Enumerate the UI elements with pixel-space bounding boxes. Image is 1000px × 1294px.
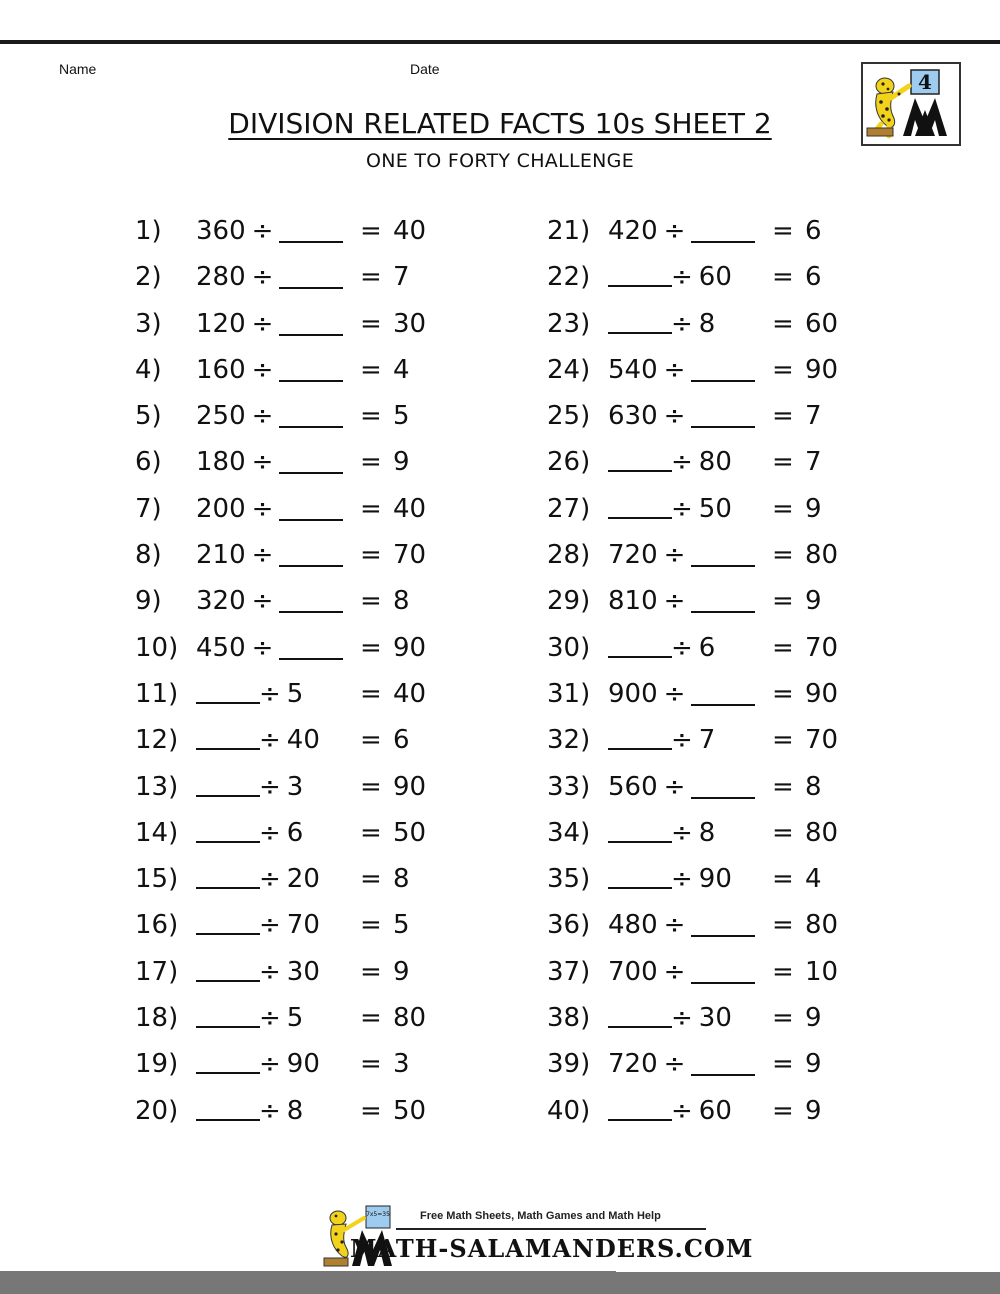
divide-operator: ÷	[663, 586, 686, 617]
equals-sign: =	[360, 817, 382, 848]
equals-sign: =	[360, 632, 382, 663]
divide-operator: ÷	[251, 632, 274, 663]
divisor-expression	[259, 904, 320, 946]
divisor-value: 5	[286, 678, 304, 709]
equals-sign: =	[772, 632, 794, 663]
divide-operator: ÷	[251, 540, 274, 571]
dividend-value: 700	[608, 956, 658, 987]
dividend-expression	[196, 580, 343, 622]
answer-blank-divisor[interactable]	[279, 491, 343, 521]
quotient-value: 90	[393, 771, 427, 802]
divide-operator: ÷	[251, 308, 274, 339]
problem-number: 27)	[547, 493, 591, 524]
answer-blank-divisor[interactable]	[279, 259, 343, 289]
dividend-value: 630	[608, 401, 658, 432]
divide-operator: ÷	[663, 540, 686, 571]
dividend-value: 280	[196, 262, 246, 293]
dividend-value: 720	[608, 1049, 658, 1080]
problem-number: 20)	[135, 1095, 179, 1126]
quotient-value: 9	[805, 1003, 822, 1034]
equals-sign: =	[360, 401, 382, 432]
quotient-value: 80	[805, 817, 839, 848]
divisor-expression	[259, 858, 320, 900]
quotient-value: 9	[805, 586, 822, 617]
problem-number: 16)	[135, 910, 179, 941]
answer-blank-divisor[interactable]	[691, 352, 755, 382]
divisor-expression	[259, 719, 320, 761]
divisor-expression	[671, 441, 732, 483]
quotient-value: 30	[393, 308, 427, 339]
quotient-value: 7	[805, 401, 822, 432]
dividend-value: 210	[196, 540, 246, 571]
bottom-bar	[0, 1271, 1000, 1294]
problem-number: 35)	[547, 864, 591, 895]
problem-number: 2)	[135, 262, 162, 293]
footer-badge-text: 7x5=35	[366, 1211, 390, 1218]
problem-number: 38)	[547, 1003, 591, 1034]
problem-number: 10)	[135, 632, 179, 663]
answer-blank-divisor[interactable]	[279, 213, 343, 243]
divisor-expression	[259, 1090, 303, 1132]
divisor-value: 60	[698, 262, 732, 293]
dividend-value: 720	[608, 540, 658, 571]
answer-blank-dividend[interactable]	[196, 767, 260, 797]
equals-sign: =	[360, 308, 382, 339]
equals-sign: =	[772, 864, 794, 895]
problem-number: 24)	[547, 354, 591, 385]
dividend-expression	[196, 488, 343, 530]
divisor-value: 7	[698, 725, 716, 756]
quotient-value: 9	[393, 447, 410, 478]
problem-number: 17)	[135, 956, 179, 987]
problem-number: 28)	[547, 540, 591, 571]
answer-blank-dividend[interactable]	[196, 720, 260, 750]
divide-operator: ÷	[671, 447, 693, 478]
answer-blank-dividend[interactable]	[196, 674, 260, 704]
answer-blank-dividend[interactable]	[608, 998, 672, 1028]
worksheet-subtitle: ONE TO FORTY CHALLENGE	[365, 150, 635, 172]
equals-sign: =	[772, 817, 794, 848]
answer-blank-divisor[interactable]	[691, 398, 755, 428]
divide-operator: ÷	[671, 864, 693, 895]
divisor-value: 8	[698, 817, 716, 848]
divide-operator: ÷	[663, 678, 686, 709]
divide-operator: ÷	[251, 262, 274, 293]
quotient-value: 70	[805, 632, 839, 663]
divide-operator: ÷	[251, 447, 274, 478]
quotient-value: 8	[393, 586, 410, 617]
equals-sign: =	[360, 771, 382, 802]
equals-sign: =	[360, 447, 382, 478]
answer-blank-divisor[interactable]	[691, 583, 755, 613]
equals-sign: =	[360, 586, 382, 617]
answer-blank-dividend[interactable]	[608, 442, 672, 472]
dividend-expression	[608, 210, 755, 252]
dividend-value: 120	[196, 308, 246, 339]
problem-number: 25)	[547, 401, 591, 432]
divisor-value: 40	[286, 725, 320, 756]
dividend-value: 900	[608, 678, 658, 709]
quotient-value: 60	[805, 308, 839, 339]
equals-sign: =	[772, 540, 794, 571]
dividend-value: 450	[196, 632, 246, 663]
divisor-expression	[671, 488, 732, 530]
divide-operator: ÷	[259, 817, 281, 848]
equals-sign: =	[772, 910, 794, 941]
problem-number: 32)	[547, 725, 591, 756]
answer-blank-dividend[interactable]	[608, 859, 672, 889]
answer-blank-divisor[interactable]	[691, 537, 755, 567]
quotient-value: 10	[805, 956, 839, 987]
divide-operator: ÷	[251, 586, 274, 617]
dividend-value: 180	[196, 447, 246, 478]
equals-sign: =	[360, 956, 382, 987]
equals-sign: =	[772, 586, 794, 617]
quotient-value: 3	[393, 1049, 410, 1080]
answer-blank-dividend[interactable]	[196, 905, 260, 935]
divide-operator: ÷	[259, 678, 281, 709]
divide-operator: ÷	[663, 401, 686, 432]
divide-operator: ÷	[663, 216, 686, 246]
divide-operator: ÷	[259, 1049, 281, 1080]
quotient-value: 70	[805, 725, 839, 756]
equals-sign: =	[360, 864, 382, 895]
divisor-expression	[671, 997, 732, 1039]
divisor-value: 6	[286, 817, 304, 848]
problem-number: 12)	[135, 725, 179, 756]
divisor-expression	[259, 997, 303, 1039]
answer-blank-divisor[interactable]	[279, 583, 343, 613]
divisor-value: 3	[286, 771, 304, 802]
divide-operator: ÷	[259, 956, 281, 987]
quotient-value: 50	[393, 1095, 427, 1126]
answer-blank-dividend[interactable]	[608, 628, 672, 658]
equals-sign: =	[360, 1049, 382, 1080]
equals-sign: =	[772, 401, 794, 432]
answer-blank-dividend[interactable]	[196, 1044, 260, 1074]
equals-sign: =	[772, 308, 794, 339]
divisor-value: 6	[698, 632, 716, 663]
divisor-value: 80	[698, 447, 732, 478]
problem-number: 30)	[547, 632, 591, 663]
dividend-value: 560	[608, 771, 658, 802]
answer-blank-dividend[interactable]	[608, 720, 672, 750]
divide-operator: ÷	[251, 493, 274, 524]
equals-sign: =	[360, 1003, 382, 1034]
top-rule	[0, 40, 1000, 44]
divide-operator: ÷	[663, 354, 686, 385]
quotient-value: 40	[393, 678, 427, 709]
equals-sign: =	[360, 540, 382, 571]
problem-number: 36)	[547, 910, 591, 941]
quotient-value: 90	[805, 678, 839, 709]
problem-number: 15)	[135, 864, 179, 895]
quotient-value: 9	[805, 493, 822, 524]
dividend-value: 160	[196, 354, 246, 385]
divisor-expression	[671, 627, 715, 669]
problem-number: 33)	[547, 771, 591, 802]
quotient-value: 6	[805, 262, 822, 293]
equals-sign: =	[772, 1095, 794, 1126]
answer-blank-divisor[interactable]	[279, 398, 343, 428]
quotient-value: 90	[393, 632, 427, 663]
equals-sign: =	[772, 678, 794, 709]
divisor-value: 60	[698, 1095, 732, 1126]
logo-digit: 4	[918, 70, 932, 94]
divisor-expression	[671, 719, 715, 761]
divisor-value: 30	[286, 956, 320, 987]
quotient-value: 8	[805, 771, 822, 802]
divisor-expression	[259, 951, 320, 993]
divide-operator: ÷	[671, 1003, 693, 1034]
divide-operator: ÷	[259, 1095, 281, 1126]
answer-blank-divisor[interactable]	[691, 954, 755, 984]
equals-sign: =	[772, 1049, 794, 1080]
divisor-value: 5	[286, 1003, 304, 1034]
divisor-expression	[671, 1090, 732, 1132]
problem-number: 13)	[135, 771, 179, 802]
answer-blank-dividend[interactable]	[196, 859, 260, 889]
divisor-expression	[259, 812, 303, 854]
divide-operator: ÷	[259, 910, 281, 941]
equals-sign: =	[772, 493, 794, 524]
divisor-expression	[671, 812, 715, 854]
dividend-expression	[196, 349, 343, 391]
equals-sign: =	[360, 262, 382, 293]
dividend-value: 480	[608, 910, 658, 941]
dividend-value: 360	[196, 216, 246, 246]
dividend-expression	[608, 673, 755, 715]
problem-number: 1)	[135, 216, 162, 246]
divide-operator: ÷	[259, 725, 281, 756]
worksheet-title: DIVISION RELATED FACTS 10s SHEET 2	[228, 107, 772, 140]
dividend-expression	[608, 904, 755, 946]
divisor-expression	[671, 858, 732, 900]
quotient-value: 80	[393, 1003, 427, 1034]
divide-operator: ÷	[671, 493, 693, 524]
quotient-value: 50	[393, 817, 427, 848]
divisor-value: 30	[698, 1003, 732, 1034]
equals-sign: =	[772, 216, 794, 246]
dividend-expression	[608, 534, 755, 576]
problem-number: 18)	[135, 1003, 179, 1034]
divisor-expression	[671, 256, 732, 298]
dividend-expression	[196, 256, 343, 298]
quotient-value: 4	[393, 354, 410, 385]
dividend-expression	[608, 395, 755, 437]
quotient-value: 4	[805, 864, 822, 895]
answer-blank-dividend[interactable]	[196, 813, 260, 843]
answer-blank-dividend[interactable]	[608, 304, 672, 334]
dividend-value: 320	[196, 586, 246, 617]
equals-sign: =	[772, 354, 794, 385]
problem-number: 6)	[135, 447, 162, 478]
equals-sign: =	[772, 447, 794, 478]
dividend-expression	[608, 349, 755, 391]
dividend-expression	[196, 210, 343, 252]
answer-blank-divisor[interactable]	[691, 1046, 755, 1076]
equals-sign: =	[360, 493, 382, 524]
answer-blank-divisor[interactable]	[691, 213, 755, 243]
dividend-value: 250	[196, 401, 246, 432]
equals-sign: =	[360, 910, 382, 941]
problem-number: 26)	[547, 447, 591, 478]
divisor-expression	[259, 1043, 320, 1085]
divisor-value: 90	[698, 864, 732, 895]
divide-operator: ÷	[251, 216, 274, 246]
problem-number: 40)	[547, 1095, 591, 1126]
dividend-value: 540	[608, 354, 658, 385]
footer-rule	[396, 1228, 706, 1230]
dividend-value: 810	[608, 586, 658, 617]
divisor-value: 20	[286, 864, 320, 895]
problem-number: 14)	[135, 817, 179, 848]
problem-number: 8)	[135, 540, 162, 571]
equals-sign: =	[772, 771, 794, 802]
answer-blank-divisor[interactable]	[691, 676, 755, 706]
problem-number: 23)	[547, 308, 591, 339]
divide-operator: ÷	[251, 401, 274, 432]
divide-operator: ÷	[671, 725, 693, 756]
divisor-value: 8	[286, 1095, 304, 1126]
dividend-value: 420	[608, 216, 658, 246]
answer-blank-divisor[interactable]	[691, 907, 755, 937]
dividend-expression	[196, 303, 343, 345]
answer-blank-divisor[interactable]	[279, 444, 343, 474]
name-label: Name	[59, 61, 97, 77]
problem-number: 5)	[135, 401, 162, 432]
answer-blank-divisor[interactable]	[279, 352, 343, 382]
equals-sign: =	[772, 1003, 794, 1034]
answer-blank-divisor[interactable]	[279, 630, 343, 660]
answer-blank-dividend[interactable]	[608, 257, 672, 287]
equals-sign: =	[360, 216, 382, 246]
divisor-value: 50	[698, 493, 732, 524]
problem-number: 37)	[547, 956, 591, 987]
problem-number: 3)	[135, 308, 162, 339]
quotient-value: 5	[393, 910, 410, 941]
quotient-value: 80	[805, 540, 839, 571]
equals-sign: =	[360, 1095, 382, 1126]
divide-operator: ÷	[671, 308, 693, 339]
equals-sign: =	[360, 354, 382, 385]
answer-blank-dividend[interactable]	[608, 489, 672, 519]
quotient-value: 5	[393, 401, 410, 432]
equals-sign: =	[360, 678, 382, 709]
problem-number: 34)	[547, 817, 591, 848]
answer-blank-dividend[interactable]	[608, 813, 672, 843]
dividend-expression	[196, 441, 343, 483]
divide-operator: ÷	[671, 817, 693, 848]
quotient-value: 7	[805, 447, 822, 478]
problem-number: 19)	[135, 1049, 179, 1080]
equals-sign: =	[360, 725, 382, 756]
dividend-expression	[608, 766, 755, 808]
answer-blank-divisor[interactable]	[691, 769, 755, 799]
answer-blank-dividend[interactable]	[196, 1091, 260, 1121]
problem-number: 4)	[135, 354, 162, 385]
divide-operator: ÷	[663, 910, 686, 941]
dividend-expression	[608, 580, 755, 622]
dividend-value: 200	[196, 493, 246, 524]
quotient-value: 9	[805, 1095, 822, 1126]
divide-operator: ÷	[663, 1049, 686, 1080]
footer-tagline: Free Math Sheets, Math Games and Math Help	[420, 1210, 661, 1222]
quotient-value: 90	[805, 354, 839, 385]
quotient-value: 70	[393, 540, 427, 571]
date-label: Date	[410, 61, 440, 77]
divisor-expression	[671, 303, 715, 345]
quotient-value: 9	[805, 1049, 822, 1080]
dividend-expression	[196, 534, 343, 576]
divisor-expression	[259, 766, 303, 808]
bottom-bar-highlight	[616, 1266, 1000, 1272]
quotient-value: 40	[393, 216, 427, 246]
divisor-expression	[259, 673, 303, 715]
dividend-expression	[196, 395, 343, 437]
dividend-expression	[196, 627, 343, 669]
divisor-value: 70	[286, 910, 320, 941]
divide-operator: ÷	[259, 771, 281, 802]
dividend-expression	[608, 1043, 755, 1085]
problem-number: 31)	[547, 678, 591, 709]
divide-operator: ÷	[259, 864, 281, 895]
divide-operator: ÷	[671, 262, 693, 293]
problem-number: 11)	[135, 678, 179, 709]
divide-operator: ÷	[671, 1095, 693, 1126]
quotient-value: 6	[393, 725, 410, 756]
problem-number: 22)	[547, 262, 591, 293]
quotient-value: 6	[805, 216, 822, 246]
quotient-value: 8	[393, 864, 410, 895]
footer-site-name: MATH-SALAMANDERS.COM	[350, 1234, 754, 1263]
divide-operator: ÷	[671, 632, 693, 663]
quotient-value: 7	[393, 262, 410, 293]
quotient-value: 9	[393, 956, 410, 987]
divide-operator: ÷	[251, 354, 274, 385]
equals-sign: =	[772, 725, 794, 756]
equals-sign: =	[772, 262, 794, 293]
answer-blank-dividend[interactable]	[608, 1091, 672, 1121]
divisor-value: 8	[698, 308, 716, 339]
quotient-value: 40	[393, 493, 427, 524]
problem-number: 21)	[547, 216, 591, 246]
problem-number: 39)	[547, 1049, 591, 1080]
problem-number: 29)	[547, 586, 591, 617]
problem-number: 9)	[135, 586, 162, 617]
answer-blank-divisor[interactable]	[279, 306, 343, 336]
quotient-value: 80	[805, 910, 839, 941]
divisor-value: 90	[286, 1049, 320, 1080]
answer-blank-divisor[interactable]	[279, 537, 343, 567]
answer-blank-dividend[interactable]	[196, 952, 260, 982]
divide-operator: ÷	[663, 771, 686, 802]
problem-number: 7)	[135, 493, 162, 524]
answer-blank-dividend[interactable]	[196, 998, 260, 1028]
dividend-expression	[608, 951, 755, 993]
divide-operator: ÷	[663, 956, 686, 987]
divide-operator: ÷	[259, 1003, 281, 1034]
equals-sign: =	[772, 956, 794, 987]
